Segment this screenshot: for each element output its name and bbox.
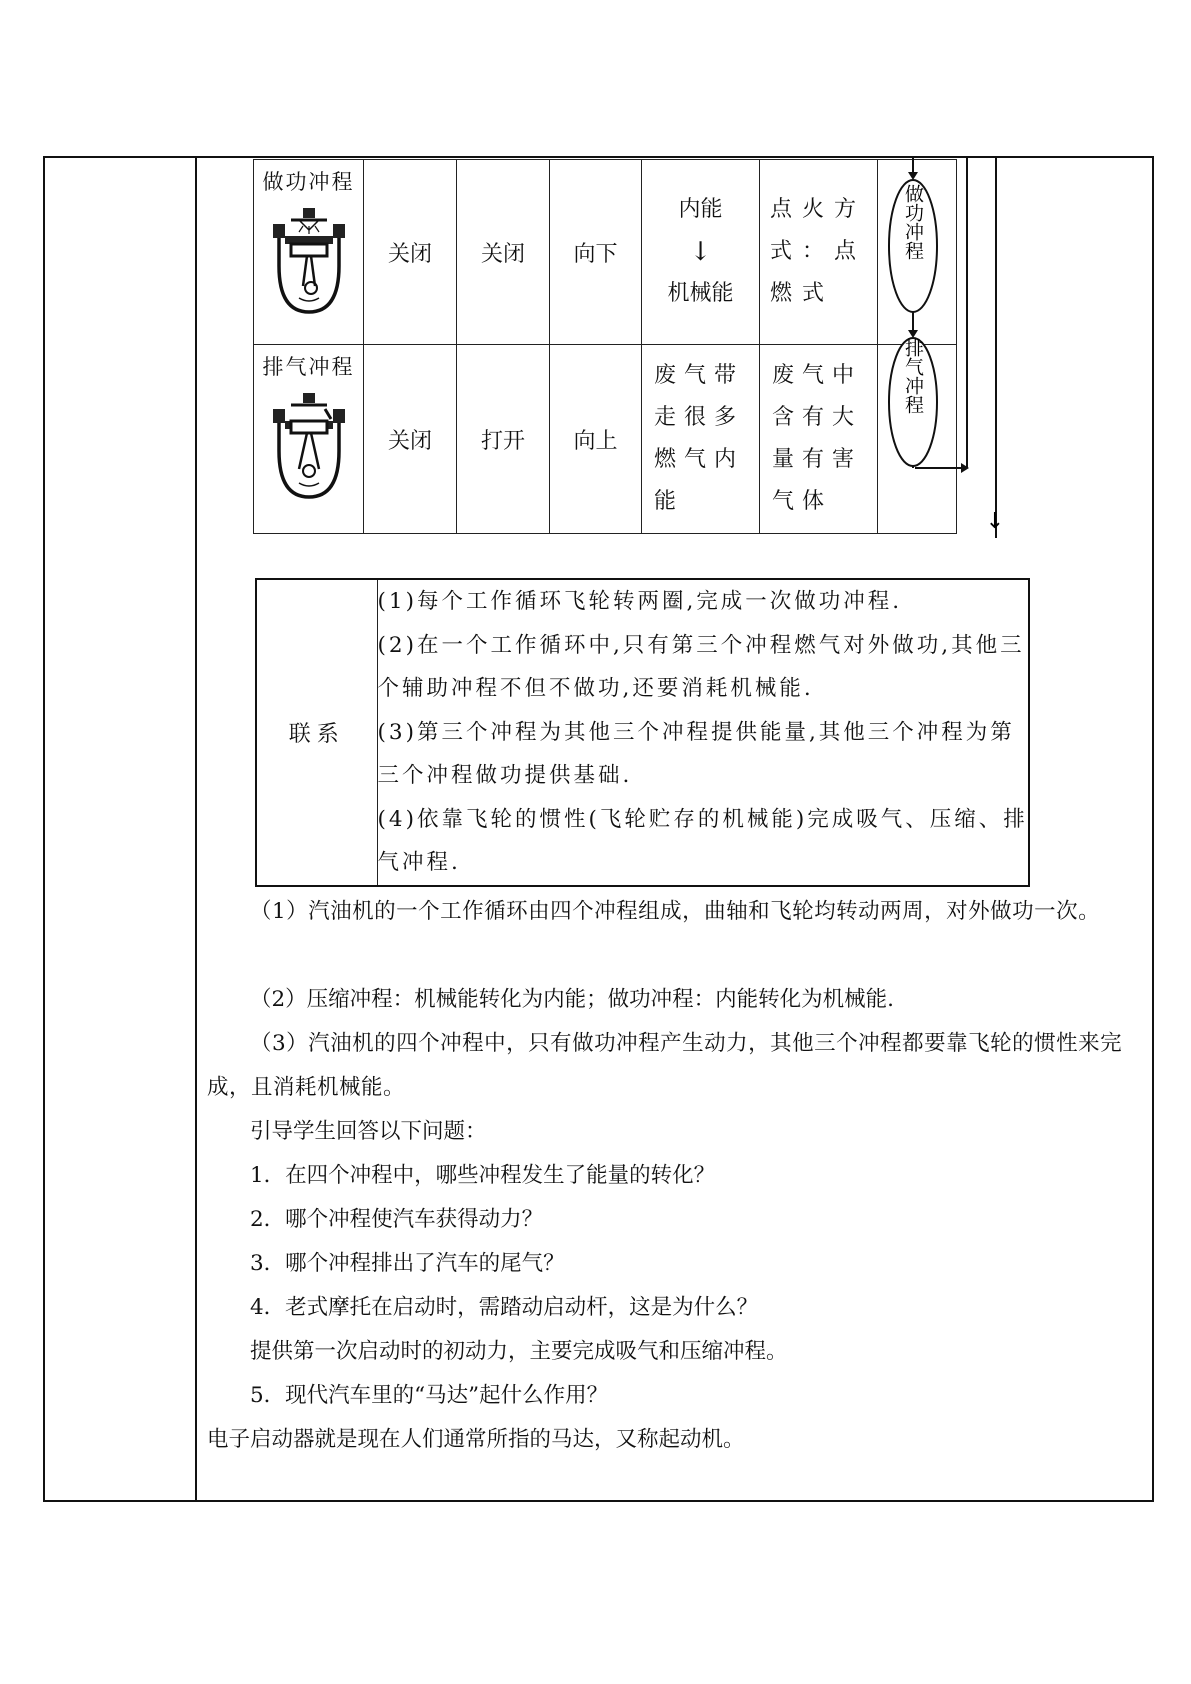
answer-5: 电子启动器就是现在人们通常所指的马达，又称起动机。	[207, 1427, 745, 1452]
stroke-name-cell	[254, 345, 364, 534]
table-row	[256, 579, 1029, 886]
power-stroke-engine-icon	[269, 206, 349, 316]
exhaust-valve-cell: 关闭	[457, 160, 550, 345]
energy-conversion-cell	[642, 160, 760, 345]
note-cell: 点火方式：点燃式	[760, 160, 878, 345]
table-row	[254, 345, 957, 534]
paragraph-2: （2）压缩冲程：机械能转化为内能；做功冲程：内能转化为机械能.	[250, 987, 895, 1012]
relation-item: (3)第三个冲程为其他三个冲程提供能量,其他三个冲程为第三个冲程做功提供基础.	[377, 719, 1015, 788]
question-2: 2．哪个冲程使汽车获得动力？	[250, 1207, 544, 1232]
stroke-name: 做功冲程	[262, 170, 355, 194]
paragraph-4: 引导学生回答以下问题：	[250, 1119, 487, 1144]
paragraph-3: （3）汽油机的四个冲程中，只有做功冲程产生动力，其他三个冲程都要靠飞轮的惯性来完成，且消耗机械能。	[207, 1031, 1123, 1100]
stroke-flow-diagram	[885, 156, 1015, 536]
relation-item: (1)每个工作循环飞轮转两圈,完成一次做功冲程.	[377, 589, 903, 614]
table-row	[254, 160, 957, 345]
relation-item: (4)依靠飞轮的惯性(飞轮贮存的机械能)完成吸气、压缩、排气冲程.	[377, 806, 1028, 875]
relation-table	[255, 578, 1030, 887]
piston-direction-cell: 向上	[550, 345, 642, 534]
relation-item: (2)在一个工作循环中,只有第三个冲程燃气对外做功,其他三个辅助冲程不但不做功,还要消耗机械能.	[377, 632, 1025, 701]
end-arrow-icon: ↓	[985, 509, 1005, 534]
flow-step-exhaust: 排气冲程	[902, 338, 924, 414]
intake-valve-cell: 关闭	[364, 345, 457, 534]
question-4: 4．老式摩托在启动时，需踏动启动杆，这是为什么？	[250, 1295, 759, 1320]
energy-to: 机械能	[667, 281, 734, 306]
down-arrow-icon: ↓	[689, 237, 712, 267]
relation-label: 联系	[256, 579, 377, 886]
flow-step-power: 做功冲程	[902, 184, 924, 260]
energy-conversion-cell: 废气带走很多燃气内能	[642, 345, 760, 534]
exhaust-valve-cell: 打开	[457, 345, 550, 534]
column-divider-left	[195, 158, 197, 1500]
note-cell: 废气中含有大量有害气体	[760, 345, 878, 534]
question-1: 1．在四个冲程中，哪些冲程发生了能量的转化？	[250, 1163, 716, 1188]
paragraph-1: （1）汽油机的一个工作循环由四个冲程组成，曲轴和飞轮均转动两周，对外做功一次。	[250, 899, 1101, 924]
stroke-name: 排气冲程	[262, 355, 355, 379]
intake-valve-cell: 关闭	[364, 160, 457, 345]
question-3: 3．哪个冲程排出了汽车的尾气？	[250, 1251, 565, 1276]
relation-content	[377, 579, 1029, 886]
question-5: 5．现代汽车里的“马达”起什么作用？	[250, 1383, 609, 1408]
exhaust-stroke-engine-icon	[269, 391, 349, 501]
stroke-name-cell	[254, 160, 364, 345]
energy-from: 内能	[678, 197, 723, 222]
piston-direction-cell: 向下	[550, 160, 642, 345]
stroke-table	[253, 159, 957, 534]
answer-4: 提供第一次启动时的初动力，主要完成吸气和压缩冲程。	[250, 1339, 788, 1364]
